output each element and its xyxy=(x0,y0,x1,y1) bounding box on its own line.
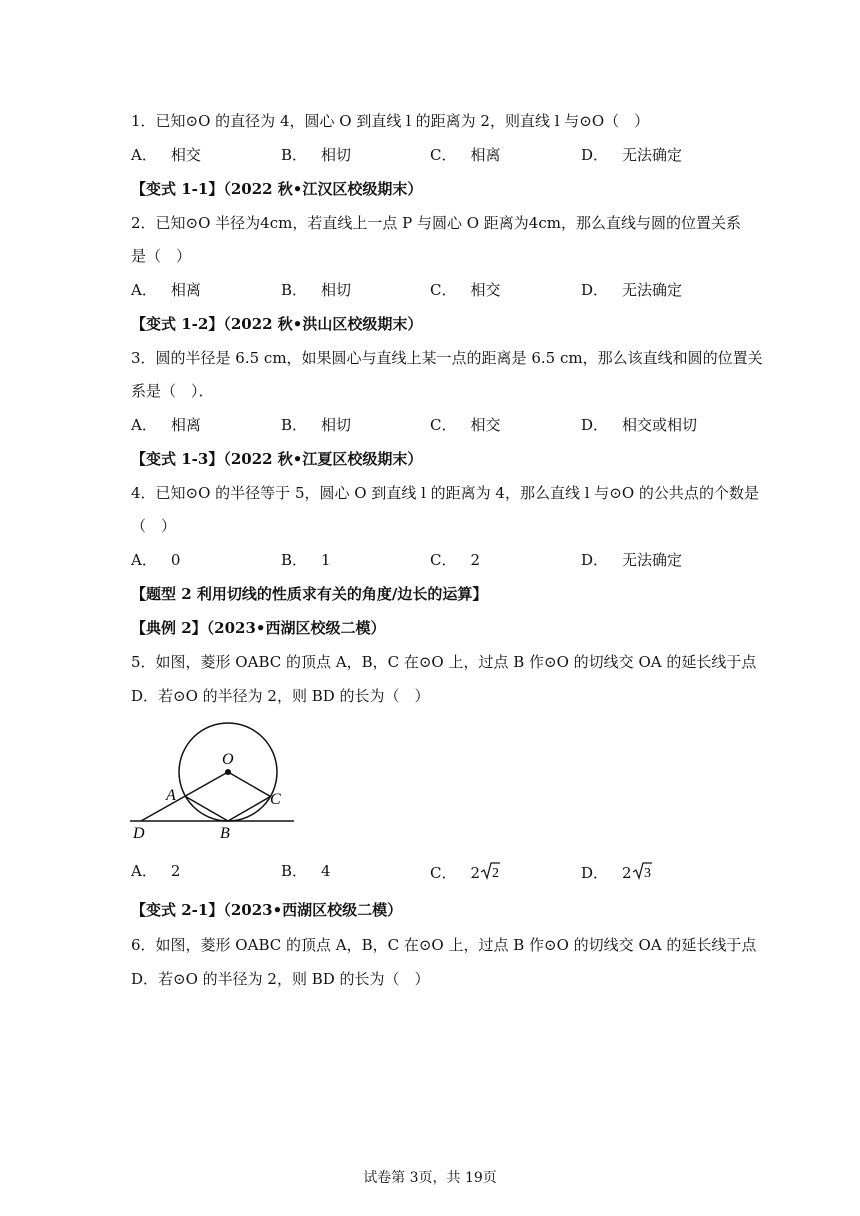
q2-option-c[interactable]: C． 相交 xyxy=(430,281,501,299)
svg-text:3: 3 xyxy=(643,866,651,881)
q5-option-b[interactable]: B． 4 xyxy=(281,862,331,880)
q3-stem-line2: 系是（ ）． xyxy=(131,382,214,400)
q1-option-a[interactable]: A． 相交 xyxy=(131,146,201,164)
q1-option-b[interactable]: B． 相切 xyxy=(281,146,352,164)
example-2-heading: 【典例 2】（2023•西湖区校级二模） xyxy=(131,619,386,637)
q2-option-b[interactable]: B． 相切 xyxy=(281,281,352,299)
variant-1-3-heading: 【变式 1-3】（2022 秋•江夏区校级期末） xyxy=(131,450,423,468)
q5-stem-line2: D．若⊙O 的半径为 2，则 BD 的长为（ ） xyxy=(131,687,430,705)
q1-stem: 1．已知⊙O 的直径为 4，圆心 O 到直线 l 的距离为 2，则直线 l 与⊙O（ ） xyxy=(131,112,650,130)
variant-2-1-heading: 【变式 2-1】（2023•西湖区校级二模） xyxy=(131,901,403,919)
q1-option-d[interactable]: D． 无法确定 xyxy=(581,146,683,164)
q4-option-b[interactable]: B． 1 xyxy=(281,551,331,569)
center-point-o xyxy=(225,769,231,775)
q5-stem-line1: 5．如图，菱形 OABC 的顶点 A，B，C 在⊙O 上，过点 B 作⊙O 的切线交 OA 的延长线于点 xyxy=(131,653,757,671)
q5-geometry-figure xyxy=(128,718,308,844)
q3-option-b[interactable]: B． 相切 xyxy=(281,416,352,434)
sqrt-icon xyxy=(632,861,652,881)
q3-option-c[interactable]: C． 相交 xyxy=(430,416,501,434)
label-o: O xyxy=(222,751,234,768)
q5-option-c[interactable]: C． 2 2 xyxy=(430,861,500,883)
q5-option-c-coef: 2 xyxy=(470,864,481,882)
q4-option-a[interactable]: A． 0 xyxy=(131,551,181,569)
section-type-2-heading: 【题型 2 利用切线的性质求有关的角度/边长的运算】 xyxy=(131,585,488,603)
q5-option-d[interactable]: D． 2 3 xyxy=(581,861,652,883)
segment-oc xyxy=(228,772,271,797)
label-d: D xyxy=(133,825,145,842)
q2-option-d[interactable]: D． 无法确定 xyxy=(581,281,683,299)
variant-1-1-heading: 【变式 1-1】（2022 秋•江汉区校级期末） xyxy=(131,180,423,198)
q3-option-a[interactable]: A． 相离 xyxy=(131,416,201,434)
label-a: A xyxy=(166,787,176,804)
q3-option-d[interactable]: D． 相交或相切 xyxy=(581,416,698,434)
q3-stem-line1: 3．圆的半径是 6.5 cm，如果圆心与直线上某一点的距离是 6.5 cm，那么该直线和圆的位置关 xyxy=(131,349,763,367)
q6-stem-line1: 6．如图，菱形 OABC 的顶点 A，B，C 在⊙O 上，过点 B 作⊙O 的切线交 OA 的延长线于点 xyxy=(131,936,757,954)
q2-option-a[interactable]: A． 相离 xyxy=(131,281,201,299)
q6-stem-line2: D．若⊙O 的半径为 2，则 BD 的长为（ ） xyxy=(131,970,430,988)
q1-option-c[interactable]: C． 相离 xyxy=(430,146,501,164)
label-c: C xyxy=(270,791,281,808)
q2-stem-line2: 是（ ） xyxy=(131,247,192,265)
q4-option-c[interactable]: C． 2 xyxy=(430,551,481,569)
page-footer: 试卷第 3页，共 19页 xyxy=(363,1170,497,1186)
q4-option-d[interactable]: D． 无法确定 xyxy=(581,551,683,569)
q2-stem-line1: 2．已知⊙O 半径为4cm，若直线上一点 P 与圆心 O 距离为4cm，那么直线与圆的位置关系 xyxy=(131,214,741,232)
variant-1-2-heading: 【变式 1-2】（2022 秋•洪山区校级期末） xyxy=(131,315,423,333)
q5-option-d-coef: 2 xyxy=(622,864,632,882)
q4-stem-line1: 4．已知⊙O 的半径等于 5，圆心 O 到直线 l 的距离为 4，那么直线 l 与⊙O 的公共点的个数是 xyxy=(131,484,759,502)
q5-option-a[interactable]: A． 2 xyxy=(131,862,181,880)
svg-text:2: 2 xyxy=(492,866,500,881)
label-b: B xyxy=(220,825,230,842)
q4-stem-line2: （ ） xyxy=(131,517,177,535)
sqrt-icon xyxy=(480,861,500,881)
segment-ab xyxy=(186,797,229,822)
segment-bc xyxy=(228,797,271,822)
